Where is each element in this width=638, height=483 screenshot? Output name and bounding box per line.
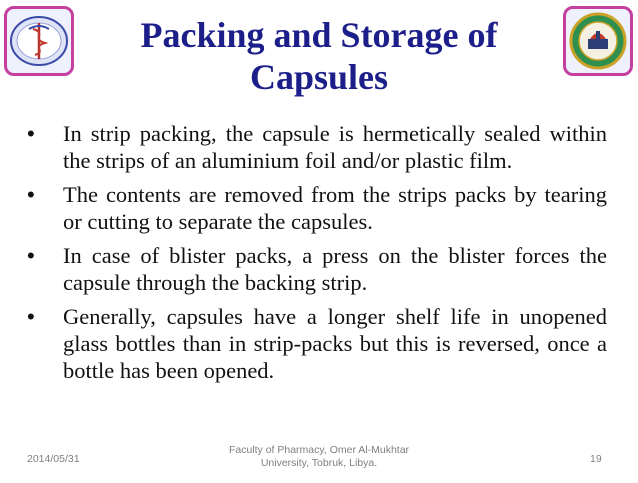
bullet-item — [27, 303, 607, 384]
footer-institution — [210, 444, 428, 474]
bullet-text: In strip packing, the capsule is hermetically sealed within the strips of an aluminium foil and/or plastic film. — [63, 121, 607, 173]
bullet-dot: • — [27, 243, 35, 268]
bullet-item — [27, 242, 607, 296]
bullet-item — [27, 181, 607, 235]
bullet-text: The contents are removed from the strips packs by tearing or cutting to separate the capsules. — [63, 182, 607, 234]
bullet-dot: • — [27, 304, 35, 329]
title-line-1: Packing and Storage of — [140, 15, 498, 55]
bullet-text: Generally, capsules have a longer shelf life in unopened glass bottles than in strip-packs but this is reversed, once a bottle has been opened. — [63, 304, 607, 383]
bullet-dot: • — [27, 182, 35, 207]
university-logo — [563, 6, 633, 76]
bullet-dot: • — [27, 121, 35, 146]
title-line-2: Capsules — [249, 57, 389, 97]
faculty-logo — [4, 6, 74, 76]
slide-title — [85, 14, 553, 98]
bullet-text: In case of blister packs, a press on the blister forces the capsule through the backing strip. — [63, 243, 607, 295]
page-number: 19 — [590, 453, 602, 465]
bullet-item — [27, 120, 607, 174]
footer-date: 2014/05/31 — [27, 453, 80, 465]
footer-institution-line-2: University, Tobruk, Libya. — [260, 457, 378, 469]
bullet-list — [27, 120, 607, 391]
footer-institution-line-1: Faculty of Pharmacy, Omer Al-Mukhtar — [228, 444, 410, 456]
